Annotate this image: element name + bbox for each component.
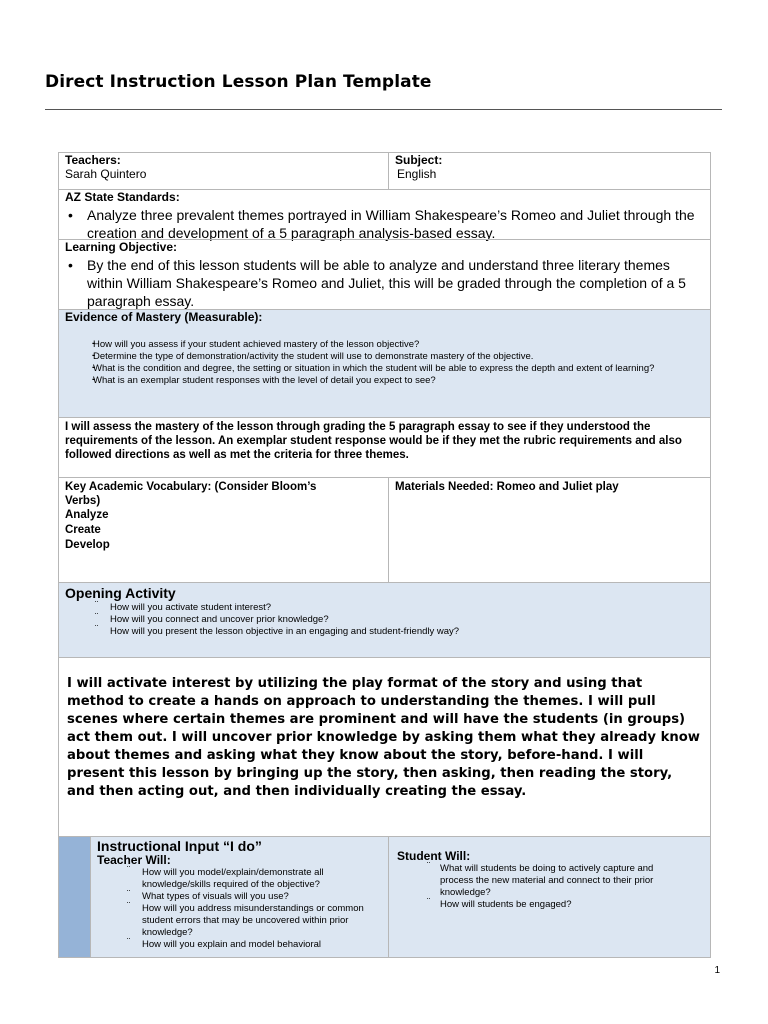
instructional-teacher-cell: [90, 836, 389, 958]
vocabulary-cell: [58, 477, 389, 583]
evidence-list: [65, 339, 704, 387]
instructional-student-cell: [388, 836, 711, 958]
vocabulary-label: Key Academic Vocabulary: (Consider Bloom’s Verbs): [65, 481, 317, 507]
materials-label: Materials Needed: Romeo and Juliet play: [395, 481, 619, 493]
title-rule: [45, 109, 722, 110]
materials-cell: [388, 477, 711, 583]
evidence-cell: [58, 309, 711, 418]
student-will-list: [397, 863, 702, 911]
student-item: ¨ How will students be engaged?: [397, 899, 682, 911]
assessment-cell: [58, 417, 711, 478]
assessment-response: I will assess the mastery of the lesson through grading the 5 paragraph essay to see if they understood the requirements of the lesson. An exemplar student response would be if they met the rubric requirements and also followed directions as well as met the criteria for three themes.: [65, 421, 682, 461]
standards-list: [65, 206, 704, 242]
opening-item: ¨ How will you present the lesson objective in an engaging and student-friendly way?: [65, 626, 704, 638]
standards-label: AZ State Standards:: [65, 190, 180, 204]
objective-item: • By the end of this lesson students will be able to analyze and understand three literary themes within William Shakespeare’s Romeo and Juliet, this will be graded through the completion of a 5 paragraph essay.: [65, 256, 704, 310]
page-title: Direct Instruction Lesson Plan Template: [45, 72, 432, 92]
teachers-value: Sarah Quintero: [65, 167, 147, 181]
teacher-item: ¨ What types of visuals will you use?: [97, 891, 372, 903]
subject-label: Subject:: [395, 153, 443, 167]
evidence-item: - Determine the type of demonstration/activity the student will use to demonstrate mastery of the objective.: [65, 351, 698, 363]
teachers-cell: [58, 152, 389, 190]
teacher-item: ¨ How will you model/explain/demonstrate all knowledge/skills required of the objective?: [97, 867, 372, 891]
objective-cell: [58, 239, 711, 310]
vocab-word: Analyze: [65, 509, 109, 521]
vocab-word: Create: [65, 524, 101, 536]
evidence-item: - What is an exemplar student responses with the level of detail you expect to see?: [65, 375, 698, 387]
subject-cell: [388, 152, 711, 190]
instructional-heading: Instructional Input “I do”: [97, 838, 262, 854]
evidence-label: Evidence of Mastery (Measurable):: [65, 310, 263, 324]
teachers-label: Teachers:: [65, 153, 121, 167]
page-number: 1: [714, 965, 720, 976]
student-will-label: Student Will:: [397, 849, 471, 863]
objective-label: Learning Objective:: [65, 240, 178, 254]
standards-item: • Analyze three prevalent themes portrayed in William Shakespeare’s Romeo and Juliet through the creation and development of a 5 paragraph analysis-based essay.: [65, 206, 704, 242]
opening-heading: Opening Activity: [65, 585, 176, 601]
opening-item: ¨ How will you activate student interest?: [65, 602, 704, 614]
teacher-will-list: [97, 867, 382, 951]
opening-response: I will activate interest by utilizing the play format of the story and using that method to create a hands on approach to understanding the themes. I will pull scenes where certain themes are prominent and will have the students (in groups) act them out. I will uncover prior knowledge by asking them what they already know about themes and asking what they know about the story, before-hand. I will present this lesson by bringing up the story, then asking, then reading the story, and then acting out, and then individually creating the essay.: [67, 676, 700, 799]
teacher-item: ¨ How will you address misunderstandings or common student errors that may be uncovered within prior knowledge?: [97, 903, 372, 939]
evidence-item: - How will you assess if your student achieved mastery of the lesson objective?: [65, 339, 698, 351]
student-item: ¨ What will students be doing to actively capture and process the new material and connect to their prior knowledge?: [397, 863, 682, 899]
vocab-word: Develop: [65, 539, 110, 551]
opening-response-cell: [58, 657, 711, 837]
standards-cell: [58, 189, 711, 240]
objective-list: [65, 256, 704, 310]
opening-cell: [58, 582, 711, 658]
evidence-item: - What is the condition and degree, the setting or situation in which the student will be able to express the depth and extent of learning?: [65, 363, 698, 375]
subject-value: English: [397, 167, 437, 181]
opening-item: ¨ How will you connect and uncover prior knowledge?: [65, 614, 704, 626]
teacher-item: ¨ How will you explain and model behavioral: [97, 939, 372, 951]
opening-list: [65, 602, 704, 638]
teacher-will-label: Teacher Will:: [97, 853, 171, 867]
instructional-bar: [58, 836, 91, 958]
